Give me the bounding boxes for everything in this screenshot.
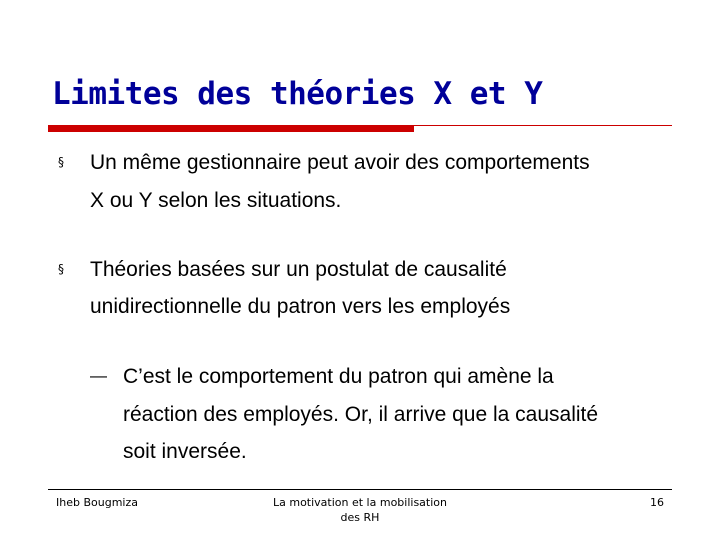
bullet-1-line-1: Un même gestionnaire peut avoir des comportements — [90, 151, 590, 174]
bullet-1-line-2: X ou Y selon les situations. — [90, 189, 342, 212]
bullet-2-line-1: Théories basées sur un postulat de causalité — [90, 258, 507, 281]
bullet-marker-icon: § — [58, 262, 64, 276]
bullet-marker-icon: § — [58, 155, 64, 169]
sub-bullet-line-3: soit inversée. — [123, 440, 247, 463]
page-number: 16 — [650, 496, 664, 509]
footer-title-line-2: des RH — [340, 511, 380, 524]
footer-author: Iheb Bougmiza — [56, 496, 138, 509]
title-divider-line — [414, 125, 672, 126]
slide-title: Limites des théories X et Y — [52, 76, 543, 112]
bullet-2-line-2: unidirectionnelle du patron vers les employés — [90, 295, 511, 318]
sub-bullet-line-1: C’est le comportement du patron qui amène la — [123, 365, 554, 388]
sub-bullet-line-2: réaction des employés. Or, il arrive que la causalité — [123, 403, 599, 426]
footer-title-line-1: La motivation et la mobilisation — [272, 496, 447, 509]
footer-divider-line — [48, 489, 672, 490]
footer-title — [250, 495, 470, 525]
title-accent-rule — [48, 125, 414, 132]
sub-bullet-dash-icon: — — [90, 366, 107, 385]
